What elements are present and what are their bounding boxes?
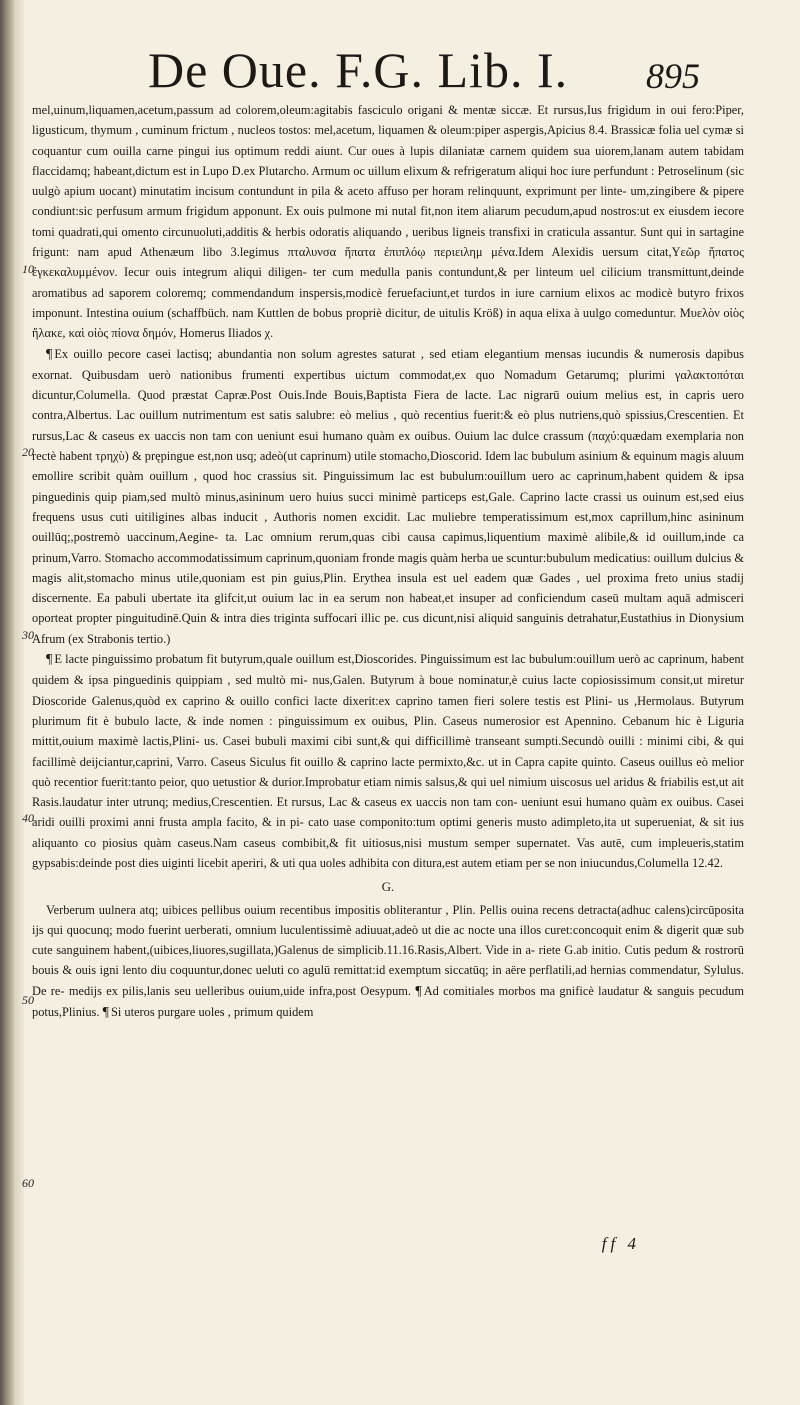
binding-shadow [14, 0, 24, 1405]
paragraph [32, 900, 744, 1024]
pilcrow-icon: ¶ [415, 983, 422, 999]
paragraph: mel,uinum,liquamen,acetum,passum ad colorem,oleum:agitabis fasciculo origani & mentæ siccæ. Et rursus,Ius frigidum in oui fero:Piper, ligusticum, thymum , cuminum frictum , nucleos tostos: mel,acetum, liquamen & oleum:piper aspergis,Apicius 8.4. Brassicæ folia uel cymæ si coquantur cum ouilla carne pingui ius optimum reddi aiunt. Cur oues à lupis dilaniatæ carnem quidem sua uiorem,lanam autem tabidam flaccidamq; habeant,dictum est in Lupo D.ex Plutarcho. Armum oc uillum elixum & refrigeratum aliqui hoc iure perfundunt : Petroselinum (sic uulgò apium uocant) minutatim incisum contundunt in pila & aceto affuso per horam relinquunt, exprimunt per linte- um,zingibere & pipere condiunt:sic perfusum armum frigidum apponunt. Ex ouis pulmone mi nutal fit,non item aliarum pecudum,apud nostros:ut ex eiusdem iecore tomi quadrati,qui omento circunuoluti,additis & herbis odoratis aliquando , ueribus ligneis transfixi in craticula assantur. Sunt qui in sartagine frigunt: nam apud Athenæum libo 3.legimus πταλυνσα ἥπατα ἐπιπλόῳ περιειλημ μένα.Idem Alexidis uersum citat,Υεῶρ ἥπατος ἐγκεκαλυμμένον. Iecur ouis integrum aliqui diligen- ter cum medulla panis contundunt,& per linteum uel cilicium transmittunt,deinde aromatibus ad saporem coloremq; commendandum inspersis,modicè feruefaciunt,et turdos in iure carnium elixos ac modicè butyro frixos imponunt. Intestina ouium (schaffbüch. nam Kuttlen de bobus propriè dicitur, de uitulis Kröß) in aqua elixa à uulgo comeduntur. Μυελὸν οἰὸς ἤλακε, καὶ οἰὸς πίονα δημόν, Homerus Iliados χ. [32, 103, 744, 341]
page-header [100, 38, 700, 108]
pilcrow-icon: ¶ [46, 346, 53, 362]
margin-line-number: 10 [22, 262, 34, 276]
book-binding [0, 0, 14, 1405]
main-text [32, 100, 744, 1023]
paragraph [32, 649, 744, 873]
section-letter: G. [381, 879, 395, 895]
margin-line-number: 30 [22, 628, 34, 642]
paragraph [32, 344, 744, 649]
paragraph-text: E lacte pinguissimo probatum fit butyrum,quale ouillum est,Dioscorides. Pinguissimum est lac bubulum:ouillum uerò ac caprinum, habent quidem & ipsa pinguedinis quippiam , sed multò mi- nus,Galen. Butyrum à boue nominatur,è cuius lacte copiosissimum consit,ut miretur Dioscoride Galenus,quòd ex caprino & ouillo confici lacte dixerit:ex caprino tamen fieri solere testis est Plini- us ,Hermolaus. Butyrum plurimum fit è bubulo lacte, & inde nomen : pinguissimum ex ouibus, Plin. Caseus numerosior est Apennino. Cebanum hic è Liguria mittit,ouium maximè lactis,Plini- us. Casei bubuli maximi cibi sunt,& qui difficillimè transeant sumpti.Secundò ouilli : minimi cibi, & qui facillimè deijciantur,caprini, Varro. Caseus Siculus fit ouillo & caprino lacte permixto,&c. ut in Capra capite quinto. Caseus ouillus eò melior quò recentior fuerit:tanto peior, quo uetustior & durior.Improbatur etiam nimis salsus,& qui uel nimium uiscosus uel aridus & friabilis est,ut ait Rasis.laudatur inter utrunq; medius,Crescentien. Et rursus, Lac & caseus ex uaccis non tam con- ueniunt esui humano quàm ex ouibus. Casei aridi ouilli proximi anni frusta ampla facito, & in pi- cato uase componito:tum optimi generis musto adimpleto,ita ut superueniat, & sit ius aliquanto co piosius quàm caseus.Nam caseus combibit,& fit uitiosus,nisi mustum semper supernatet. Vas autē, cum impleueris,statim gypsabis:deinde post dies uiginti licebit aperiri, & uti qua uoles adhibita con ditura,est autem etiam per se non iniucundus,Columella 12.42. [32, 652, 744, 870]
paragraph-text: Verberum uulnera atq; uibices pellibus ouium recentibus impositis obliterantur , Plin. Pellis ouina recens detracta(adhuc calens)circūposita ijs qui quocunq; modo fuerint uerberati, omnium luculentissimè adiuuat,adeò ut die ac nocte una illos curet:concoquit enim & digerit quæ sub cute sanguinem habent,(uibices,liuores,sugillata,)Galenus de simplicib.11.16.Rasis,Albert. Vide in a- riete G.ab initio. Cutis pedum & rostrorū bouis & ouis igni lento diu coquuntur,donec ueluti co agulū remittat:id exemptum siccatūq; in aëre perflatili,ad hernias commendatur, Sylulus. De re- medijs ex pilis,lanis seu uelleribus ouium,uide infra,post Oesypum. [32, 902, 744, 998]
pilcrow-icon: ¶ [102, 1005, 109, 1021]
paragraph-text: Ex ouillo pecore casei lactisq; abundantia non solum agrestes saturat , sed etiam elegantium mensas iucundis & numerosis dapibus exornat. Quibusdam uerò nationibus frumenti expertibus uictum commodat,ex quo Nomadum Getarumq; plurimi γαλακτοπόται dicuntur,Columella. Quod præstat Capræ.Post Ouis.Inde Bouis,Baptista Fiera de lacte. Lac nigrarū ouium melius est, in capris uero contra,Albertus. Lac ouillum nutrimentum est satis salubre: eò melius , quò recentius fuerit:& eò plus nutriens,quò spissius,Crescentien. Et rursus,Lac & caseus ex uaccis non tam con ueniunt esui humano quàm ex ouibus. Ouium lac dulce crassum (παχύ:quædam exemplaria non rectè habent τρηχὺ) & prępingue est,non usq; adeò(ut caprinum) utile stomacho,Dioscorid. Idem lac bubulum asinium & equinum magis aluum emollire scribit quàm ouillum , quod hoc crassius sit. Pinguissimum lac est bubulum:ouillum uero ac caprinum,habent quidem & ipsa pinguedinis quip piam,sed multò minus,asininum uero huius succi minimè particeps est,Gale. Caprino lacte crassi us ouinum est,sed eius frequens usus cuti uitiligines albas inducit , Authoris nomen excidit. Lac muliebre temperatissimum est,mox caprillum,hinc asininum ouillūq;,postremò uaccinum,Aegine- ta. Lac omnium rerum,quas cibi causa capimus,liquentium maximè alibile,& id ouillum,inde ca prinum,Varro. Stomacho accommodatissimum caprinum,quoniam fronde magis quàm herba ue scuntur:bubulum medicatius: ouillum dulcius & magis alit,stomacho minus utile,quoniam est pin guius,Plin. Erythea insula est uel eadem quæ Gades , uel proxima freto unius stadij discernente. Ea pabuli ubertate ita glifcit,ut ouium lac in ea serum non habeat,et insuper ad conficiendum caseū multam aquā admisceri oporteat propter pinguitudinē.Quin & intra dies triginta suffocari illic pe. cus dicunt,nisi aliquid sanguinis detrahatur,Eustathius in Dionysium Afrum (ex Strabonis tertio.) [32, 346, 744, 646]
signature-mark: ff 4 [601, 1234, 640, 1253]
pilcrow-icon: ¶ [46, 652, 53, 668]
margin-line-number: 50 [22, 993, 34, 1007]
margin-line-number: 40 [22, 811, 34, 825]
paragraph-text: Si uteros purgare uoles , primum quidem [110, 1005, 314, 1020]
page-number: 895 [646, 56, 700, 96]
running-title: De Oue. F.G. Lib. I. [148, 42, 569, 98]
margin-line-number: 60 [22, 1176, 34, 1190]
paragraph-text: Ad comitiales morbos ma gnificè laudatur & sanguis pecudum potus,Plinius. [32, 983, 744, 1020]
margin-line-number: 20 [22, 445, 34, 459]
